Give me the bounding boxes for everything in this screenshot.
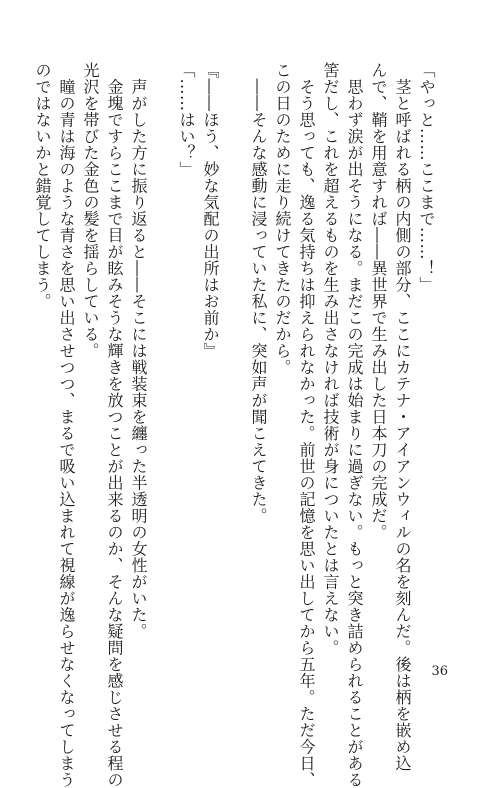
text-line: 茎と呼ばれる柄の内側の部分、ここにカテナ・アイアンウィルの名を刻んだ。後は柄を嵌め込 [393,62,412,772]
text-line: 思わず涙が出そうになる。まだこの完成は始まりに過ぎない。もっと突き詰められることがある [345,62,364,788]
text-line: 瞳の青は海のような青さを思い出させつつ、まるで吸い込まれて視線が逸らせなくなってしまう [57,62,76,788]
text-line: んで、鞘を用意すれば――異世界で生み出した日本刀の完成だ。 [369,62,388,541]
text-line: 金塊ですらここまで目が眩みそうな輝きを放つことが出来るのか、そんな疑問を感じさせる程の [105,62,124,788]
vertical-text-block [33,62,438,788]
text-line: 声がした方に振り返ると――そこには戦装束を纏った半透明の女性がいた。 [129,62,148,640]
text-line: そう思っても、逸る気持ちは抑えられなかった。前世の記憶を思い出してから五年。ただ今日、 [297,62,316,788]
page-number: 36 [431,664,448,679]
text-line: 筈だし、これを超えるものを生み出さなければ技術が身についたとは言えない。 [321,62,340,656]
blank-line [222,62,246,642]
text-line: 「やっと……ここまで……！」 [417,62,436,293]
text-line: のではないかと錯覚してしまう。 [33,62,52,310]
text-line: この日のために走り続けてきたのだから。 [273,62,292,376]
text-line: 「……はい？」 [177,62,196,178]
text-line: 『――ほう、妙な気配の出所はお前か』 [201,62,220,359]
blank-line [150,62,174,642]
text-line: ――そんな感動に浸っていた私に、突如声が聞こえてきた。 [249,62,268,524]
text-line: 光沢を帯びた金色の髪を揺らしている。 [81,62,100,359]
